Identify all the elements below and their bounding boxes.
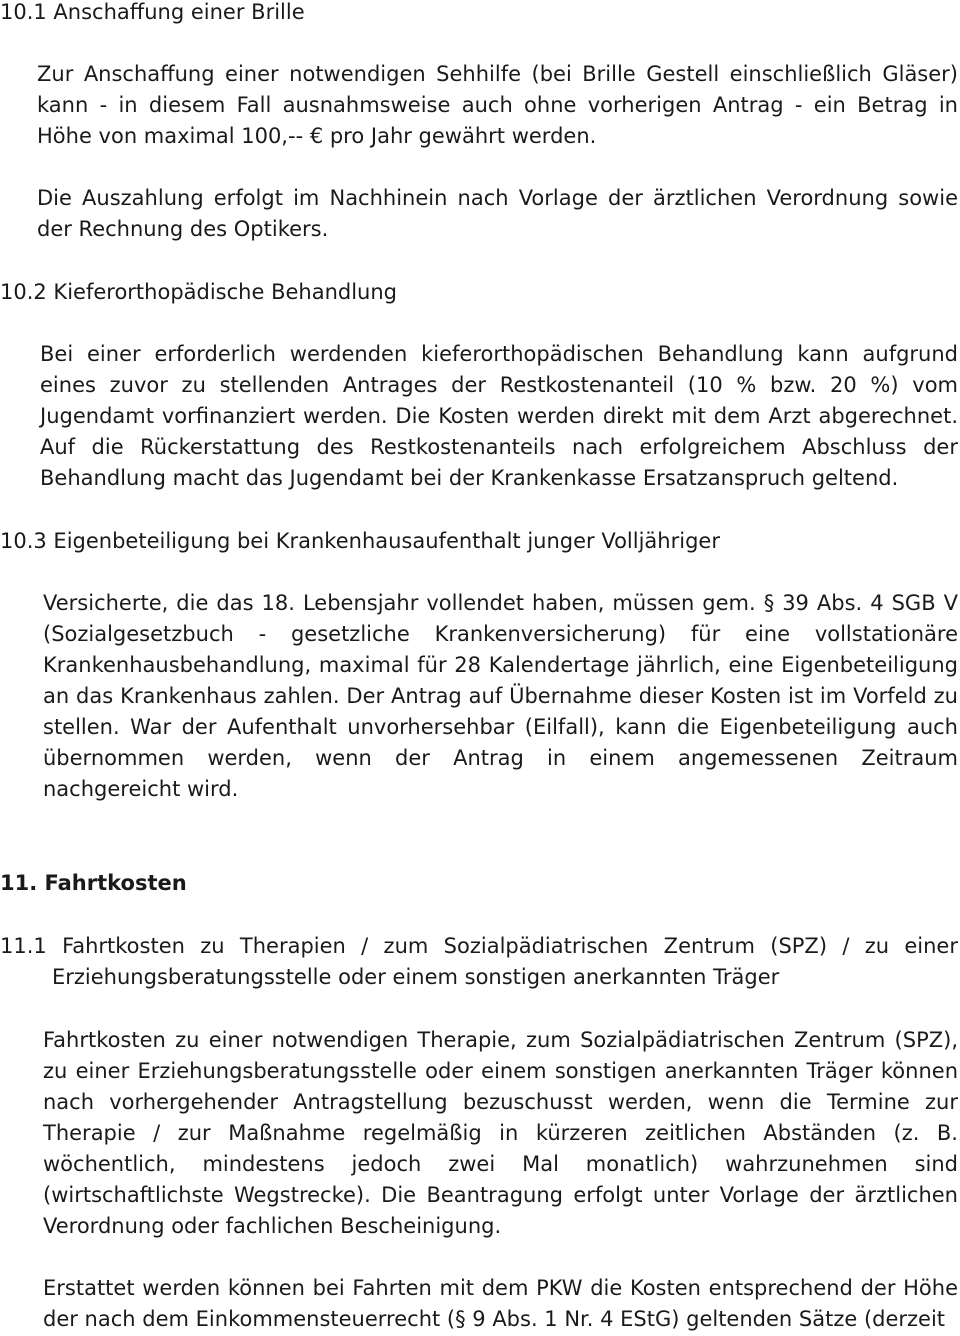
heading-10-2: 10.2 Kieferorthopädische Behandlung	[0, 280, 398, 304]
paragraph-orthodontic: Bei einer erforderlich werdenden kieferorthopädischen Behandlung kann aufgrund eines zuvor zu stellenden Antrages der Restkostenanteil (10 % bzw. 20 %) vom Jugendamt vorfinanziert werden. Die Kosten werden direkt mit dem Arzt abgerechnet. Auf die Rückerstattung des Restkostenanteils nach erfolgreichem Abschluss der Behandlung macht das Jugendamt bei der Krankenkasse Ersatzanspruch geltend.	[40, 342, 958, 490]
paragraph-hospital-copay: Versicherte, die das 18. Lebensjahr vollendet haben, müssen gem. § 39 Abs. 4 SGB V (Sozialgesetzbuch - gesetzliche Krankenversicherung) für eine vollstationäre Krankenhausbehandlung, maximal für 28 Kalendertage jährlich, eine Eigenbeteiligung an das Krankenhaus zahlen. Der Antrag auf Übernahme dieser Kosten ist im Vorfeld zu stellen. War der Aufenthalt unvorhersehbar (Eilfall), kann die Eigenbeteiligung auch übernommen werden, wenn der Antrag in einem angemessenen Zeitraum nachgereicht wird.	[43, 591, 958, 801]
heading-11-1: 11.1 Fahrtkosten zu Therapien / zum Sozialpädiatrischen Zentrum (SPZ) / zu einer Erziehungsberatungsstelle oder einem sonstigen anerkannten Träger	[0, 934, 958, 989]
paragraph-glasses-payout: Die Auszahlung erfolgt im Nachhinein nach Vorlage der ärztlichen Verordnung sowie der Rechnung des Optikers.	[37, 186, 958, 241]
heading-10-1: 10.1 Anschaffung einer Brille	[0, 0, 305, 24]
paragraph-glasses-amount: Zur Anschaffung einer notwendigen Sehhilfe (bei Brille Gestell einschließlich Gläser) kann - in diesem Fall ausnahmsweise auch ohne vorherigen Antrag - ein Betrag in Höhe von maximal 100,-- € pro Jahr gewährt werden.	[37, 62, 958, 148]
paragraph-travel-costs: Fahrtkosten zu einer notwendigen Therapie, zum Sozialpädiatrischen Zentrum (SPZ), zu einer Erziehungsberatungsstelle oder einem sonstigen anerkannten Träger können nach vorhergehender Antragstellung bezuschusst werden, wenn die Termine zur Therapie / zur Maßnahme regelmäßig in kürzeren zeitlichen Abständen (z. B. wöchentlich, mindestens jedoch zwei Mal monatlich) wahrzunehmen sind (wirtschaftlichste Wegstrecke). Die Beantragung erfolgt unter Vorlage der ärztlichen Verordnung oder fachlichen Bescheinigung.	[43, 1028, 958, 1238]
heading-11: 11. Fahrtkosten	[0, 871, 187, 895]
heading-10-3: 10.3 Eigenbeteiligung bei Krankenhausaufenthalt junger Volljähriger	[0, 529, 720, 553]
paragraph-travel-reimbursement: Erstattet werden können bei Fahrten mit dem PKW die Kosten entsprechend der Höhe der nach dem Einkommensteuerrecht (§ 9 Abs. 1 Nr. 4 EStG) geltenden Sätze (derzeit	[43, 1276, 958, 1331]
